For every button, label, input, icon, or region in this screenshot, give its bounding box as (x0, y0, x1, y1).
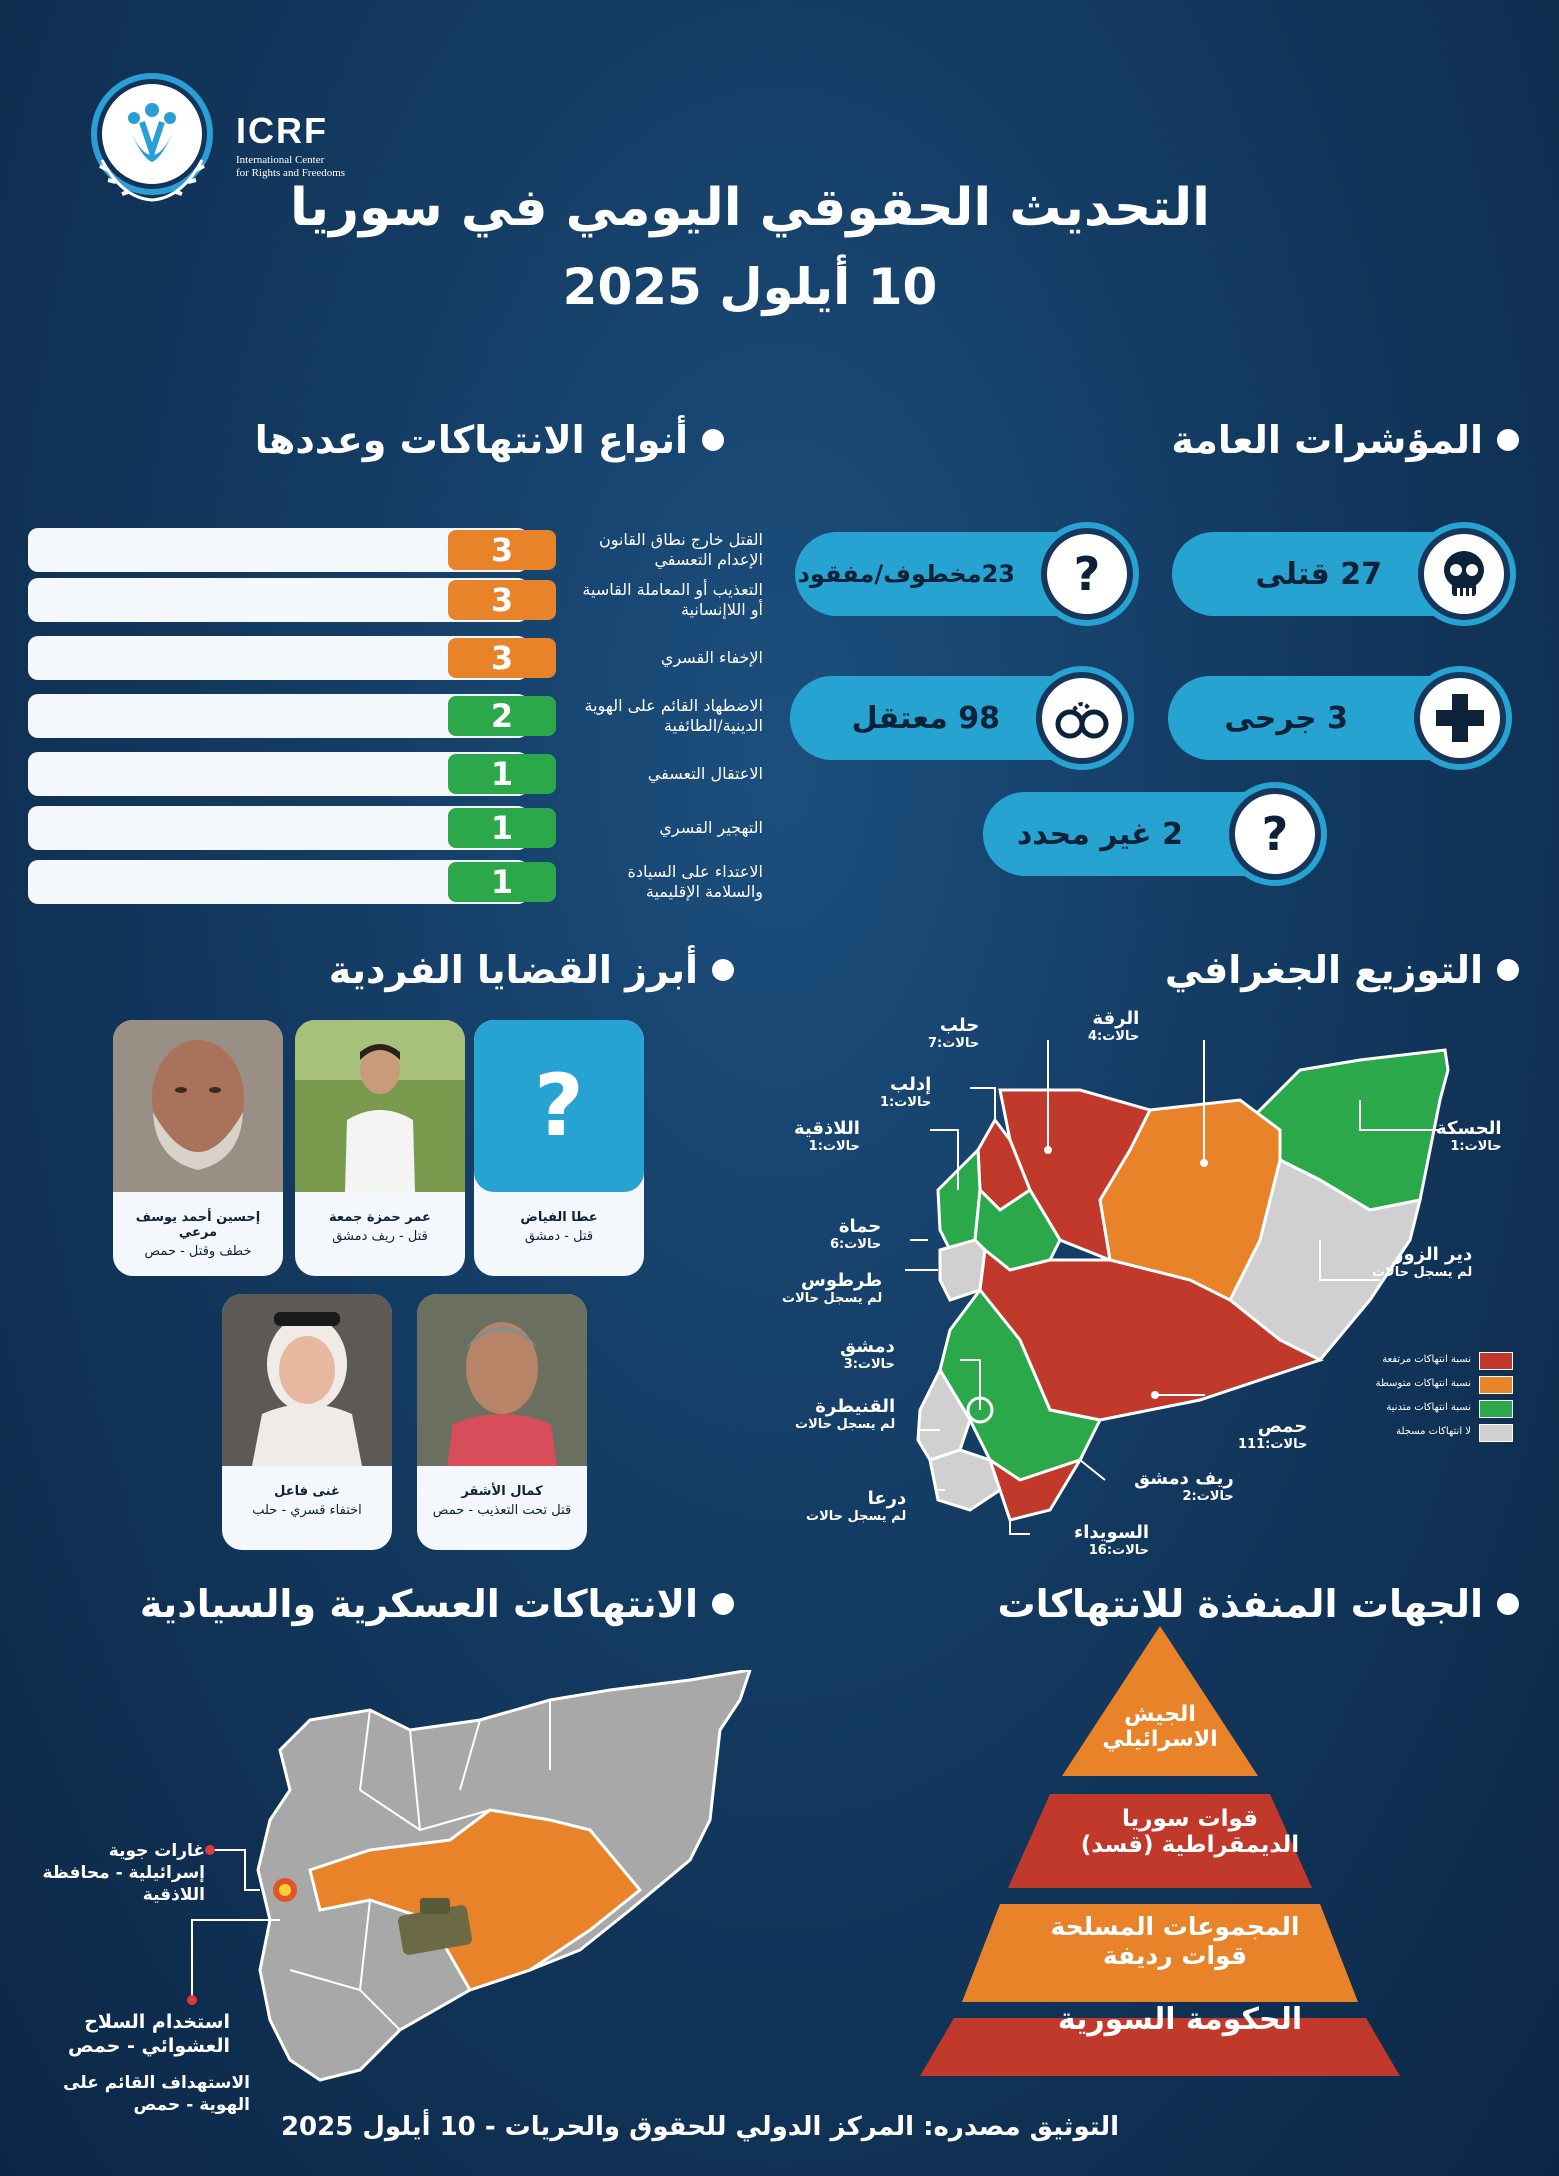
indicator-unknown-text: 2 غير محدد (1016, 816, 1183, 852)
perpetrator-sdf: قوات سوريا الديمقراطية (قسد) (1080, 1806, 1300, 1858)
indicator-kidnapped (795, 532, 1125, 616)
legend-item: نسبة انتهاكات مرتفعة (1345, 1352, 1513, 1372)
case-photo (295, 1020, 465, 1192)
geo-label-tartus: طرطوس لم يسجل حالات (782, 1270, 883, 1306)
bullet-icon (712, 1593, 734, 1615)
question-icon: ? (474, 1020, 644, 1192)
violation-label: التهجير القسري (659, 818, 763, 837)
bullet-icon (702, 429, 724, 451)
footer-source: التوثيق مصدره: المركز الدولي للحقوق والحريات - 10 أيلول 2025 (280, 2112, 1120, 2142)
violation-row (28, 528, 763, 572)
section-title: التوزيع الجغرافي (1164, 948, 1483, 992)
medical-cross-icon (1408, 666, 1512, 770)
section-violation-types (255, 418, 724, 462)
case-name: كمال الأشقر (461, 1484, 543, 1499)
handcuffs-icon (1030, 666, 1134, 770)
section-military (140, 1582, 734, 1626)
military-map (250, 1670, 770, 2110)
violation-count: 3 (448, 580, 556, 620)
case-name: غنى فاعل (274, 1484, 340, 1499)
violation-count: 3 (448, 530, 556, 570)
section-title: أنواع الانتهاكات وعددها (254, 418, 688, 462)
violation-row (28, 860, 763, 904)
legend-swatch (1479, 1424, 1513, 1442)
geo-map (900, 1040, 1460, 1540)
section-cases (329, 948, 734, 992)
perpetrator-armed-groups: المجموعات المسلحة قوات رديفة (1050, 1912, 1300, 1970)
perpetrator-israeli-army: الجيش الاسرائيلي (1102, 1702, 1218, 1752)
section-title: الانتهاكات العسكرية والسيادية (139, 1582, 698, 1626)
indicator-wounded (1168, 676, 1498, 760)
violation-count: 2 (448, 696, 556, 736)
section-perpetrators (997, 1582, 1519, 1626)
violation-count: 1 (448, 754, 556, 794)
case-name: إحسين أحمد يوسف مرعي (135, 1210, 261, 1240)
case-card (295, 1020, 465, 1276)
bullet-icon (1497, 959, 1519, 981)
case-name: عمر حمزة جمعة (329, 1210, 431, 1225)
case-card (222, 1294, 392, 1550)
geo-label-hasakah: الحسكة حالات:1 (1436, 1118, 1502, 1154)
section-title: أبرز القضايا الفردية (328, 948, 698, 992)
geo-label-quneitra: القنيطرة لم يسجل حالات (795, 1396, 896, 1432)
legend-swatch (1479, 1352, 1513, 1370)
logo-acronym: ICRF (236, 110, 328, 151)
section-geo (1165, 948, 1519, 992)
geo-label-rifdimashq: ريف دمشق حالات:2 (1134, 1468, 1234, 1504)
legend-item: نسبة انتهاكات متدنية (1345, 1400, 1513, 1420)
military-weapons-label: استخدام السلاح العشوائي - حمص (68, 2011, 230, 2057)
indicator-killed (1172, 532, 1502, 616)
page-title: التحديث الحقوقي اليومي في سوريا (290, 178, 1210, 238)
logo-text (236, 110, 345, 180)
violation-label: الاعتقال التعسفي (647, 764, 763, 783)
logo-full-name (236, 154, 345, 180)
case-desc: خطف وقتل - حمص (144, 1244, 252, 1259)
page-date: 10 أيلول 2025 (562, 258, 938, 316)
indicator-detained-text: 98 معتقل (851, 700, 1000, 736)
bullet-icon (1497, 429, 1519, 451)
case-card (474, 1020, 644, 1276)
geo-label-latakia: اللاذقية حالات:1 (794, 1118, 860, 1154)
section-title: الجهات المنفذة للانتهاكات (997, 1582, 1483, 1626)
bullet-icon (1497, 1593, 1519, 1615)
indicator-wounded-text: 3 جرحى (1224, 700, 1348, 736)
violation-label: الاضطهاد القائم على الهوية الدينية/الطائفية (584, 696, 763, 735)
section-title: المؤشرات العامة (1171, 418, 1483, 462)
case-card (113, 1020, 283, 1276)
geo-label-deirezzor: دير الزور لم يسجل حالات (1372, 1244, 1473, 1280)
geo-label-aleppo: حلب حالات:7 (928, 1015, 980, 1051)
legend-swatch (1479, 1400, 1513, 1418)
case-photo (113, 1020, 283, 1192)
perpetrator-government: الحكومة السورية (1057, 2002, 1303, 2037)
indicator-kidnapped-text: 23مخطوف/مفقود (797, 560, 1015, 588)
icrf-logo (82, 70, 222, 210)
violation-count: 1 (448, 862, 556, 902)
military-identity-label: الاستهداف القائم على الهوية - حمص (63, 2073, 250, 2115)
skull-icon (1412, 522, 1516, 626)
violation-row (28, 636, 763, 680)
violation-label: التعذيب أو المعاملة القاسية أو اللاإنسانية (582, 580, 763, 619)
violation-count: 3 (448, 638, 556, 678)
violation-label: الإخفاء القسري (660, 648, 763, 667)
legend-item: لا انتهاكات مسجلة (1345, 1424, 1513, 1444)
geo-label-daraa: درعا لم يسجل حالات (806, 1488, 907, 1524)
violation-label: القتل خارج نطاق القانون الإعدام التعسفي (598, 530, 763, 569)
geo-label-hama: حماة حالات:6 (830, 1216, 882, 1252)
case-photo (417, 1294, 587, 1466)
geo-label-idlib: إدلب حالات:1 (880, 1074, 932, 1110)
indicator-detained (790, 676, 1120, 760)
violation-row (28, 694, 763, 738)
violation-count: 1 (448, 808, 556, 848)
legend-item: نسبة انتهاكات متوسطة (1345, 1376, 1513, 1396)
violation-label: الاعتداء على السيادة والسلامة الإقليمية (627, 862, 763, 901)
legend-swatch (1479, 1376, 1513, 1394)
violation-row (28, 752, 763, 796)
logo-full-line2: for Rights and Freedoms (236, 167, 346, 179)
bullet-icon (712, 959, 734, 981)
geo-label-damascus: دمشق حالات:3 (840, 1336, 895, 1372)
violation-row (28, 806, 763, 850)
geo-label-suwayda: السويداء حالات:16 (1074, 1522, 1150, 1558)
case-photo (222, 1294, 392, 1466)
case-desc: قتل - دمشق (524, 1229, 594, 1244)
case-name: عطا الفياض (520, 1210, 598, 1225)
logo-full-line1: International Center (236, 154, 325, 166)
case-desc: قتل تحت التعذيب - حمص (432, 1503, 572, 1518)
question-icon: ? (1223, 782, 1327, 886)
indicator-unknown (983, 792, 1313, 876)
question-icon: ? (1035, 522, 1139, 626)
geo-label-homs: حمص حالات:111 (1238, 1416, 1308, 1452)
violation-row (28, 578, 763, 622)
case-card (417, 1294, 587, 1550)
section-general-indicators (1171, 418, 1519, 462)
military-airstrike-label: غارات جوية إسرائيلية - محافظة اللاذقية (42, 1841, 205, 1905)
indicator-killed-text: 27 قتلى (1255, 556, 1382, 592)
geo-label-raqqa: الرقة حالات:4 (1088, 1008, 1140, 1044)
case-desc: اختفاء قسري - حلب (252, 1503, 362, 1518)
case-desc: قتل - ريف دمشق (332, 1229, 428, 1244)
